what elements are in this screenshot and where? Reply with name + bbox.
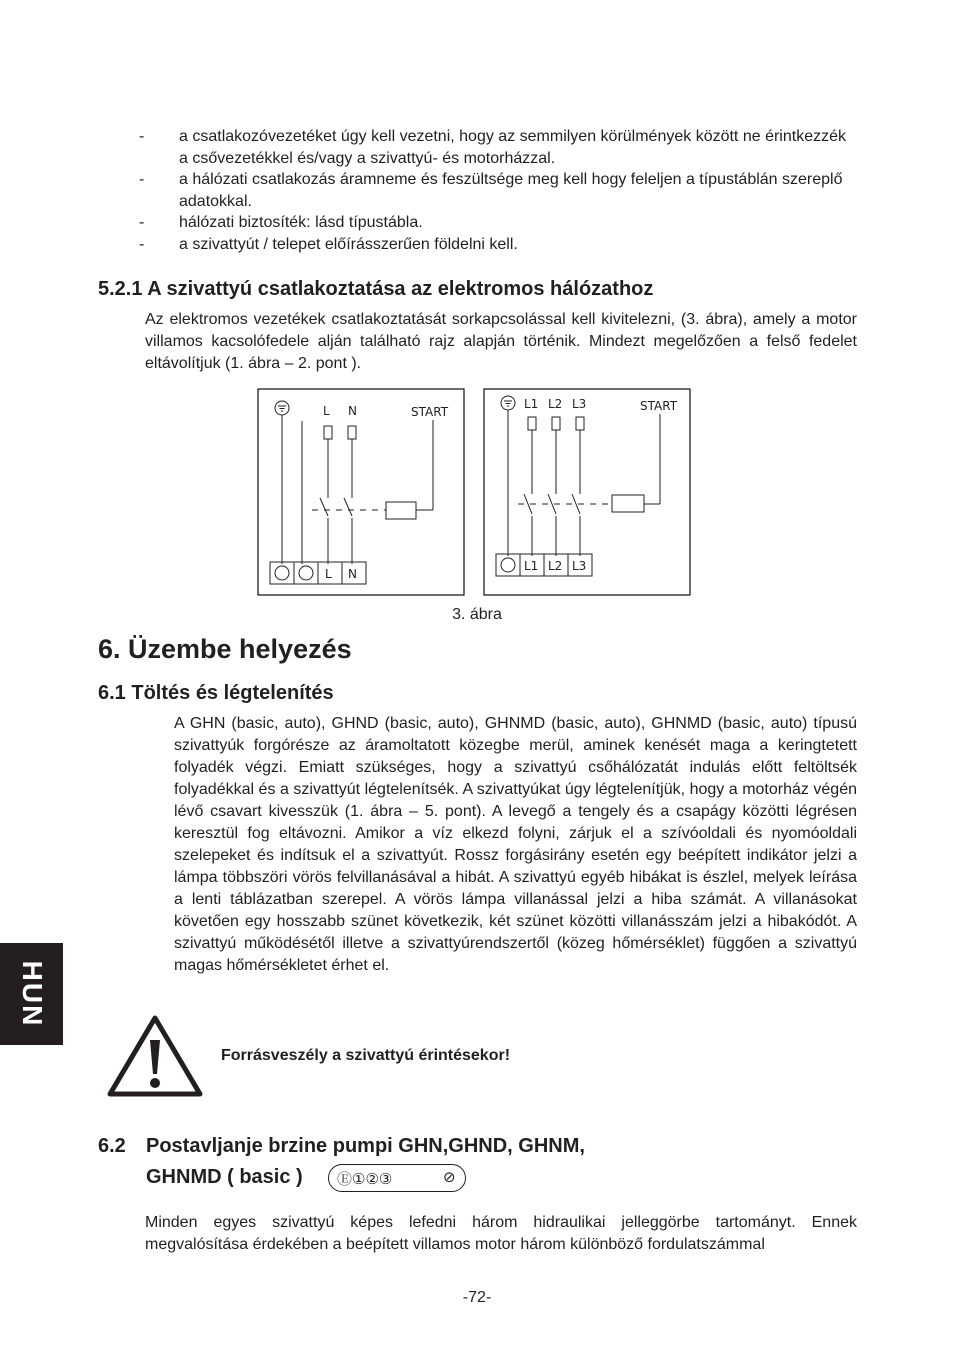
page-number: -72- <box>462 1289 492 1306</box>
bullet-dash: - <box>139 171 145 188</box>
terminal-l1: L1 <box>524 559 539 573</box>
section-body-521: Az elektromos vezetékek csatlakoztatását sorkapcsolással kell kivitelezni, (3. ábra), amely a motor villamos kacsolófedele alján található rajz alapján történik. Mindezt megelőzően a felső fedelet eltávolítjuk (1. ábra – 2. pont ). <box>145 311 857 372</box>
section-body-62: Minden egyes szivattyú képes lefedni három hidraulikai jelleggörbe tartományt. Ennek megvalósítása érdekében a beépített villamos motor három különböző fordulatszámmal <box>145 1214 857 1253</box>
label-l2: L2 <box>548 397 563 411</box>
terminal-n: N <box>348 567 357 581</box>
bullet-dash: - <box>139 214 145 231</box>
section-body-61: A GHN (basic, auto), GHND (basic, auto), GHNMD (basic, auto), GHNMD (basic, auto) típusú szivattyúk forgórésze az áramoltatott közegbe merül, aminek kenését maga a keringtetett folyadék végzi. Emiatt szükséges, hogy a szivattyú csőhálózatát indulás előtt feltöltsék folyadékkal és a szivattyút légtelenítsék. A szivattyúkat úgy légtelenítjük, hogy a motorház végén lévő csavart kivesszük (1. ábra – 5. pont). A levegő a tengely és a csapágy közötti légrésen keresztül fog eltávozni. Amikor a víz elkezd folyni, zárjuk el a szívóoldali és nyomóoldali szelepeket és indítsuk el a szivattyút. Rossz forgásirány esetén egy beépített indikátor jelzi a lámpa többszöri vörös felvillanásával a hibát. A szivattyú egyéb hibákat is észlel, melyek leírása a lenti táblázatban szerepel. A vörös lámpa villanással jelzi a hiba számát. A villanásokat követően egy hosszabb szünet következik, két szünet közötti villanásszám jelzi a hibakódót. A szivattyú működésétől illetve a szivattyúrendszertől (közeg hőmérséklet) függően a szivattyú magas hőmérsékletet érhet el. <box>174 715 857 974</box>
section-heading-521: 5.2.1 A szivattyú csatlakoztatása az elektromos hálózathoz <box>98 278 654 300</box>
section-heading-62-line2: GHNMD ( basic ) <box>146 1166 303 1188</box>
control-button-icon: ⊘ <box>443 1168 456 1186</box>
bullet-text: a csatlakozóvezetéket úgy kell vezetni, hogy az semmilyen körülmények között ne érintkezzék a csővezetékkel és/vagy a szivattyú- és motorházzal. <box>179 128 846 167</box>
bullet-text: a hálózati csatlakozás áramneme és feszültsége meg kell hogy feleljen a típustáblán szereplő adatokkal. <box>179 171 843 210</box>
language-tab-label: HUN <box>16 960 48 1028</box>
language-tab <box>0 943 63 1045</box>
bullet-item <box>0 126 954 169</box>
bullet-item <box>0 169 954 212</box>
warning-text: Forrásveszély a szivattyú érintésekor! <box>221 1047 511 1064</box>
bullet-text: hálózati biztosíték: lásd típustábla. <box>179 214 423 231</box>
section-heading-6: 6. Üzembe helyezés <box>98 634 352 664</box>
label-start-right: START <box>640 399 678 413</box>
label-n: N <box>348 404 357 418</box>
bullet-dash: - <box>139 128 145 145</box>
control-mode-icons: Ⓔ①②③ <box>337 1170 393 1188</box>
bullet-item <box>0 234 954 256</box>
control-panel-symbol <box>328 1164 466 1192</box>
label-l: L <box>323 404 330 418</box>
section-heading-61: 6.1 Töltés és légtelenítés <box>98 682 334 704</box>
bullet-text: a szivattyút / telepet előírásszerűen földelni kell. <box>179 236 518 253</box>
bullet-dash: - <box>139 236 145 253</box>
label-l1: L1 <box>524 397 539 411</box>
terminal-l3: L3 <box>572 559 587 573</box>
wiring-diagram <box>256 386 694 598</box>
warning-triangle-icon <box>106 1014 204 1098</box>
section-heading-62-line1: Postavljanje brzine pumpi GHN,GHND, GHNM, <box>146 1135 585 1157</box>
bullet-list <box>0 126 954 261</box>
figure-caption: 3. ábra <box>452 606 502 623</box>
terminal-l: L <box>325 567 332 581</box>
section-number-62: 6.2 <box>98 1135 126 1157</box>
label-l3: L3 <box>572 397 587 411</box>
bullet-item <box>0 212 954 234</box>
terminal-l2: L2 <box>548 559 563 573</box>
label-start-left: START <box>411 405 449 419</box>
